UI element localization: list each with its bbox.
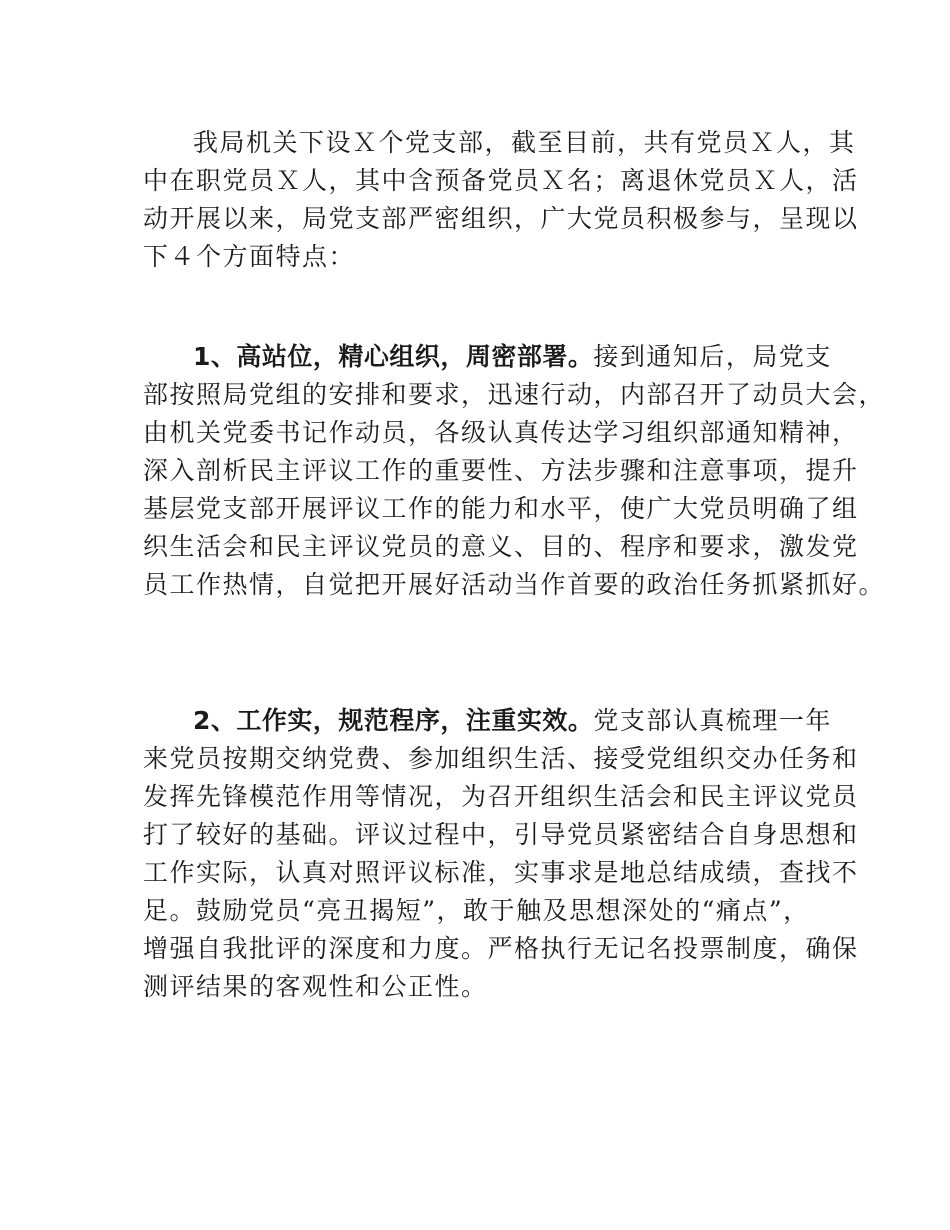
text-line: 动开展以来，局党支部严密组织，广大党员积极参与，呈现以 bbox=[143, 204, 859, 233]
text-line: 由机关党委书记作动员，各级认真传达学习组织部通知精神， bbox=[143, 418, 859, 447]
paragraph-intro bbox=[143, 124, 859, 276]
text-line bbox=[143, 338, 843, 376]
text-line: 深入剖析民主评议工作的重要性、方法步骤和注意事项，提升 bbox=[143, 456, 859, 485]
text-line: 测评结果的客观性和公正性。 bbox=[143, 972, 488, 1001]
text-line: 足。鼓励党员“亮丑揭短”，敢于触及思想深处的“痛点”， bbox=[143, 896, 810, 925]
text-line: 来党员按期交纳党费、参加组织生活、接受党组织交办任务和 bbox=[143, 744, 859, 773]
text-line: 我局机关下设Ｘ个党支部，截至目前，共有党员Ｘ人，其 bbox=[193, 128, 856, 157]
text-run: 接到通知后，局党支 bbox=[593, 342, 832, 371]
text-line: 增强自我批评的深度和力度。严格执行无记名投票制度，确保 bbox=[143, 934, 859, 963]
text-line: 织生活会和民主评议党员的意义、目的、程序和要求，激发党 bbox=[143, 532, 859, 561]
text-line: 部按照局党组的安排和要求，迅速行动，内部召开了动员大会， bbox=[143, 380, 886, 409]
text-line: 中在职党员Ｘ人，其中含预备党员Ｘ名；离退休党员Ｘ人，活 bbox=[143, 166, 859, 195]
text-line: 下４个方面特点： bbox=[143, 242, 356, 271]
text-line: 工作实际，认真对照评议标准，实事求是地总结成绩，查找不 bbox=[143, 858, 859, 887]
paragraph-point-1 bbox=[143, 338, 886, 604]
text-line: 打了较好的基础。评议过程中，引导党员紧密结合自身思想和 bbox=[143, 820, 859, 849]
text-line bbox=[143, 702, 843, 740]
text-line: 发挥先锋模范作用等情况，为召开组织生活会和民主评议党员 bbox=[143, 782, 859, 811]
text-line: 基层党支部开展评议工作的能力和水平，使广大党员明确了组 bbox=[143, 494, 859, 523]
section-heading: 1、高站位，精心组织，周密部署。 bbox=[193, 342, 594, 371]
text-line: 员工作热情，自觉把开展好活动当作首要的政治任务抓紧抓好。 bbox=[143, 570, 886, 599]
paragraph-point-2 bbox=[143, 702, 859, 1006]
section-heading: 2、工作实，规范程序，注重实效。 bbox=[193, 706, 594, 735]
text-run: 党支部认真梳理一年 bbox=[593, 706, 832, 735]
